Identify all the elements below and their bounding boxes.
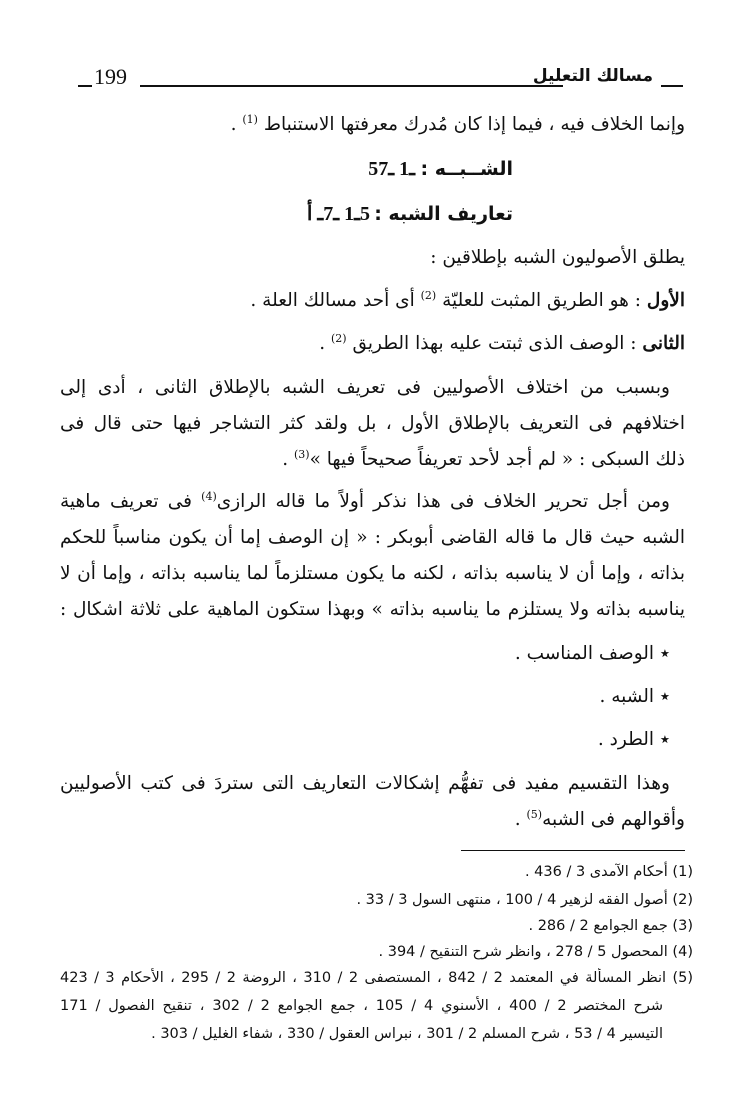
footnote-1: (1) أحكام الآمدى 3 / 436 . <box>524 864 693 880</box>
section-heading-1-number: 5ـ1 ـ7 <box>368 158 415 180</box>
section-heading-2 <box>374 200 513 228</box>
bullet-item: ٭ الشبه . <box>599 686 670 707</box>
text: ذلك السبكى : « لم أجد لأحد تعريفاً صحيحاً فيها » <box>309 449 685 470</box>
intro-line: يطلق الأصوليون الشبه بإطلاقين : <box>430 247 685 268</box>
text: ومن أجل تحرير الخلاف فى هذا نذكر أولاً ما قاله الرازى <box>216 491 670 512</box>
footnote-separator <box>461 850 685 851</box>
definition-first <box>250 287 685 315</box>
footnote-2: (2) أصول الفقه لزهير 4 / 100 ، منتهى السول 3 / 33 . <box>356 892 693 908</box>
bullet-item: ٭ الطرد . <box>597 729 670 750</box>
text: : هو الطريق المثبت للعليّة <box>442 290 647 311</box>
section-heading-2-number: 5ـ1 ـ7ـ أ <box>306 203 370 225</box>
chapter-title: مسالك التعليل <box>532 66 653 86</box>
footnote-ref: (2) <box>330 331 347 345</box>
definition-label: الثانى <box>642 333 685 354</box>
paragraph-3-line-3: بذاته ، وإما أن لا يناسبه بذاته ، لكنه ما يكون مستلزماً لما يناسبه بذاته ، وإما أن لا <box>60 563 685 584</box>
text: وإنما الخلاف فيه ، فيما إذا كان مُدرك معرفتها الاستنباط <box>263 114 685 135</box>
paragraph-2-line-3 <box>282 446 685 474</box>
header-dash-left <box>78 85 92 87</box>
header-rule <box>140 85 563 87</box>
text: . <box>319 333 331 354</box>
footnote-5-line-3: التيسير 4 / 53 ، شرح المسلم 2 / 301 ، نبراس العقول / 330 ، شفاء الغليل / 303 . <box>151 1026 663 1042</box>
text: أى أحد مسالك العلة . <box>250 290 421 311</box>
paragraph-3-line-1 <box>60 488 670 516</box>
definition-second <box>319 330 685 358</box>
footnote-ref: (4) <box>201 489 217 503</box>
text: فى تعريف ماهية <box>60 491 202 512</box>
text: وأقوالهم فى الشبه <box>542 809 685 830</box>
paragraph-4-line-2 <box>515 806 685 834</box>
paragraph-1 <box>231 111 685 139</box>
paragraph-4-line-1: وهذا التقسيم مفيد فى تفهُّم إشكالات التعاريف التى ستردَ فى كتب الأصوليين <box>60 773 670 794</box>
footnote-5-line-1: (5) انظر المسألة في المعتمد 2 / 842 ، المستصفى 2 / 310 ، الروضة 2 / 295 ، الأحكام 3 / 423 <box>60 970 693 986</box>
definition-label: الأول <box>646 290 685 311</box>
paragraph-2-line-2: اختلافهم فى التعريف بالإطلاق الأول ، بل ولقد كثر التشاجر فيها حتى قال فى <box>60 413 685 434</box>
paragraph-2-line-1: وبسبب من اختلاف الأصوليين فى تعريف الشبه بالإطلاق الثانى ، أدى إلى <box>60 377 670 398</box>
section-number: الشــبــه : <box>420 158 513 180</box>
footnote-ref: (5) <box>526 807 543 821</box>
header-dash-right <box>661 85 683 87</box>
section-heading-1 <box>421 155 513 183</box>
running-header <box>78 58 683 92</box>
footnote-4: (4) المحصول 5 / 278 ، وانظر شرح التنقيح / 394 . <box>378 944 693 960</box>
footnote-ref: (2) <box>420 288 437 302</box>
paragraph-3-line-2: الشبه حيث قال ما قاله القاضى أبوبكر : « إن الوصف إما أن يكون مناسباً للحكم <box>60 527 685 548</box>
page-number: 199 <box>94 64 127 89</box>
footnote-5-line-2: شرح المختصر 2 / 400 ، الأسنوي 4 / 105 ، جمع الجوامع 2 / 302 ، تنقيح الفصول / 171 <box>60 998 663 1014</box>
text: : الوصف الذى ثبتت عليه بهذا الطريق <box>352 333 643 354</box>
bullet-item: ٭ الوصف المناسب . <box>514 643 670 664</box>
section-title: تعاريف الشبه : <box>374 203 513 225</box>
paragraph-3-line-4: يناسبه بذاته ولا يستلزم ما يناسبه بذاته » وبهذا ستكون الماهية على ثلاثة اشكال : <box>60 599 685 620</box>
text: . <box>514 809 527 830</box>
text: . <box>282 449 294 470</box>
footnote-3: (3) جمع الجوامع 2 / 286 . <box>528 918 693 934</box>
footnote-ref: (3) <box>294 447 310 461</box>
footnote-ref: (1) <box>242 112 258 126</box>
text: . <box>230 114 243 135</box>
